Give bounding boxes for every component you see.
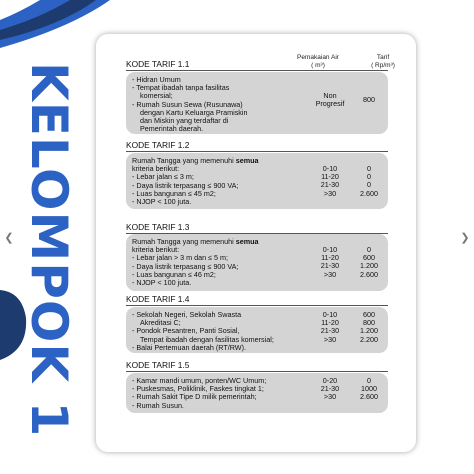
usage-values: 0-20 21-30 >30: [320, 376, 340, 402]
tariff-panel-1-5: [126, 373, 388, 413]
usage-values: 0-10 11-20 21-30 >30: [320, 164, 340, 198]
section-title: KODE TARIF 1.2: [126, 140, 190, 150]
tariff-values: 0 600 1.200 2.600: [360, 245, 378, 279]
carousel-prev-icon[interactable]: ❮: [4, 231, 14, 244]
criteria-list: Rumah Tangga yang memenuhi semua kriteria berikut: - Lebar jalan > 3 m dan ≤ 5 m; - Daya listrik terpasang ≤ 900 VA; - Luas bangunan ≤ 46 m2; - NJOP < 100 juta.: [132, 237, 259, 288]
carousel-next-icon[interactable]: ❯: [460, 231, 470, 244]
vertical-group-title: KELOMPOK 1: [20, 62, 78, 438]
section-title: KODE TARIF 1.5: [126, 360, 190, 370]
criteria-list: - Hidran Umum - Tempat ibadah tanpa fasilitas komersial; - Rumah Susun Sewa (Rusunawa) dengan Kartu Keluarga Pramiskin dan Miskin yang terdaftar di Pemerintah daerah.: [132, 75, 248, 134]
criteria-list: - Kamar mandi umum, ponten/WC Umum; - Puskesmas, Poliklinik, Faskes tingkat 1; - Rumah Sakit Tipe D milik pemerintah; - Rumah Susun.: [132, 376, 267, 410]
tariff-panel-1-1: [126, 72, 388, 134]
tariff-card: [96, 34, 416, 452]
section-divider: [126, 305, 388, 306]
section-divider: [126, 151, 388, 152]
criteria-list: - Sekolah Negeri, Sekolah Swasta Akreditasi C; - Pondok Pesantren, Panti Sosial, Tempat ibadah dengan fasilitas komersial; - Balai Pertemuan daerah (RT/RW).: [132, 310, 274, 352]
usage-values: Non Progresif: [315, 91, 345, 109]
column-header-tariff: Tarif ( Rp/m³): [371, 54, 395, 70]
criteria-list: Rumah Tangga yang memenuhi semua kriteria berikut: - Lebar jalan ≤ 3 m; - Daya listrik terpasang ≤ 900 VA; - Luas bangunan ≤ 45 m2; - NJOP < 100 juta.: [132, 156, 259, 207]
top-blue-swoosh: [0, 0, 110, 48]
section-divider: [126, 371, 388, 372]
tariff-panel-1-4: [126, 307, 388, 353]
tariff-panel-1-3: [126, 234, 388, 291]
tariff-values: 600 800 1.200 2.200: [360, 310, 378, 344]
usage-values: 0-10 11-20 21-30 >30: [320, 245, 340, 279]
section-title: KODE TARIF 1.1: [126, 59, 190, 69]
section-title: KODE TARIF 1.4: [126, 294, 190, 304]
usage-values: 0-10 11-20 21-30 >30: [320, 310, 340, 344]
column-header-water-usage: Pemakaian Air ( m³): [297, 54, 339, 70]
tariff-panel-1-2: [126, 153, 388, 209]
section-divider: [126, 70, 388, 71]
tariff-values: 0 1000 2.600: [360, 376, 378, 402]
tariff-values: 800: [363, 95, 375, 104]
section-title: KODE TARIF 1.3: [126, 222, 190, 232]
tariff-values: 0 0 0 2.600: [360, 164, 378, 198]
